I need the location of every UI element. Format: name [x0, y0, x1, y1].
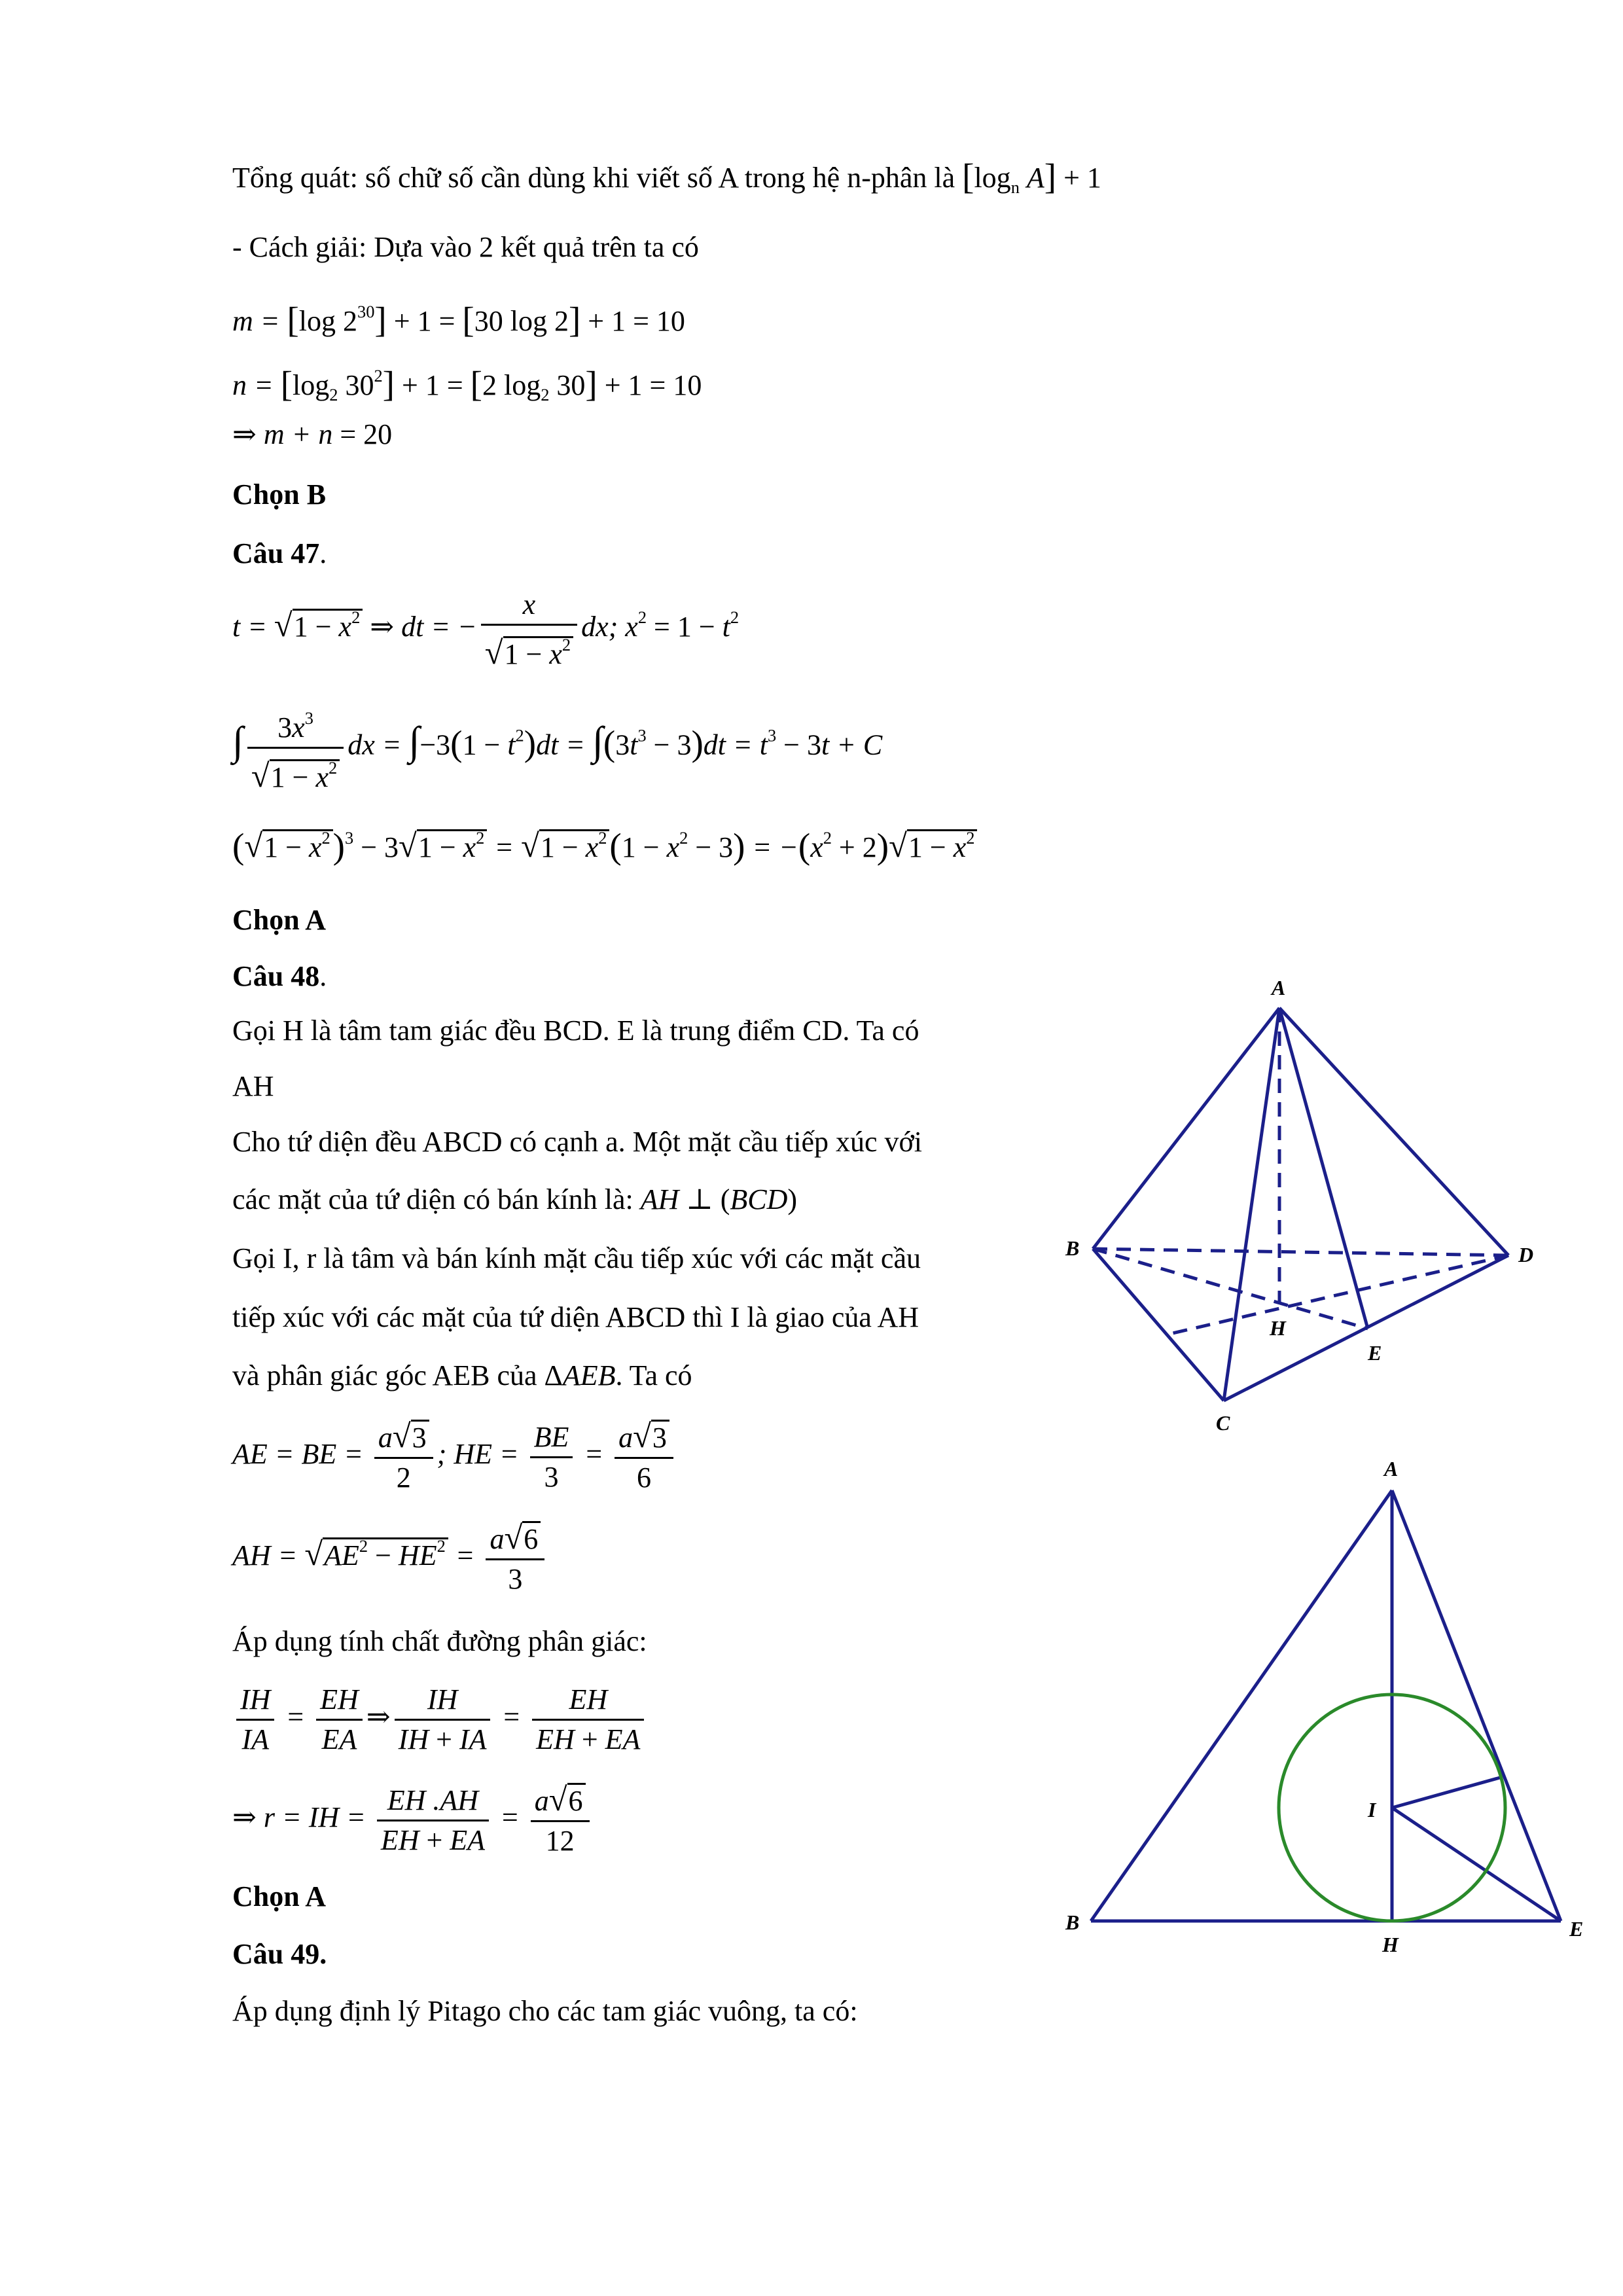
general-rule-line	[232, 157, 1101, 206]
answer-a-48: Chọn A	[232, 1880, 327, 1912]
formula-48-ae-he: AE = BE = $\frac{a√3}{2}$ ; HE = $\frac{BE}{3}$ = $\frac{a√3}{6}$	[232, 1417, 677, 1497]
q48-line-7-text: và phân giác góc AEB của	[232, 1359, 537, 1391]
formula-47-substitution: $t = √1 - x^2$ ⇒ dt = − $\frac{x}{√1 - x^2}$ dx; $x^2 = 1 - t^2$	[232, 586, 739, 673]
formula-48-radius: ⇒ r = IH = $\frac{EH .AH}{EH + EA}$ = $\frac{a√6}{12}$	[232, 1780, 594, 1860]
label-h: H	[1270, 1316, 1286, 1340]
question-48-heading: Câu 48.	[232, 960, 327, 992]
q48-line-7-end: . Ta có	[615, 1359, 692, 1391]
label-b: B	[1065, 1236, 1080, 1260]
label-h: H	[1382, 1933, 1399, 1956]
digit-count-formula: [$\log_n$ A] + 1	[962, 156, 1101, 198]
formula-m: m = [log $2^{30}] + 1 = [30$ log 2] + 1 = 10	[232, 299, 685, 340]
q48-line-8: Áp dụng tính chất đường phân giác:	[232, 1625, 647, 1657]
q48-line-6: tiếp xúc với các mặt của tứ diện ABCD thì I là giao của AH	[232, 1301, 919, 1333]
q48-line-7	[232, 1357, 692, 1394]
label-i: I	[1368, 1798, 1376, 1821]
method-line: - Cách giải: Dựa vào 2 kết quả trên ta có	[232, 231, 699, 263]
triangle-aeb-symbol: ΔAEB	[544, 1359, 616, 1391]
q48-line-2: AH	[232, 1070, 274, 1102]
general-rule-text: Tổng quát: số chữ số cần dùng khi viết số A trong hệ n-phân là	[232, 162, 955, 194]
label-a: A	[1384, 1457, 1399, 1480]
label-a: A	[1272, 976, 1286, 999]
label-e: E	[1368, 1341, 1382, 1365]
radius-to-ae	[1392, 1778, 1500, 1808]
formula-47-result: $(√1 - x^2)^3 - 3√1 - x^2 = √1 - x^2(1 - x^2 - 3) = -(x^2 + 2)√1 - x^2$	[232, 819, 977, 866]
question-47-label: Câu 47	[232, 537, 320, 569]
formula-n: $n = [\log_2$ $30^2] + 1 = [2$ $\log_2 30] + 1 = 10$	[232, 363, 702, 405]
triangle-incircle-figure	[1047, 1446, 1584, 1957]
question-47-heading: Câu 47.	[232, 537, 327, 569]
formula-47-integral: ∫ $\frac{3x^3}{√1 - x^2}$ dx = $\int-3(1 - t^2)dt = \int(3t^3 - 3)dt = t^3 - 3t + C$	[232, 699, 882, 797]
label-b: B	[1065, 1910, 1080, 1934]
answer-b: Chọn B	[232, 478, 327, 511]
formula-sum: ⇒ m + n = 20	[232, 418, 393, 450]
perpendicular-formula: AH ⊥ (BCD)	[640, 1183, 798, 1215]
q48-line-4	[232, 1181, 797, 1218]
tetrahedron-figure	[1047, 975, 1544, 1433]
label-d: D	[1518, 1243, 1534, 1266]
q49-line-1: Áp dụng định lý Pitago cho các tam giác vuông, ta có:	[232, 1995, 858, 2027]
q48-line-3: Cho tứ diện đều ABCD có cạnh a. Một mặt cầu tiếp xúc với	[232, 1126, 923, 1158]
side-ae	[1392, 1490, 1561, 1921]
formula-48-ah: AH = $√AE^2 - HE^2$ = $\frac{a√6}{3}$	[232, 1518, 548, 1598]
question-48-label: Câu 48	[232, 960, 320, 992]
q48-line-5: Gọi I, r là tâm và bán kính mặt cầu tiếp xúc với các mặt cầu	[232, 1242, 921, 1274]
edge-be-hidden	[1093, 1249, 1368, 1329]
edge-dh-hidden	[1167, 1255, 1508, 1335]
edge-bd-hidden	[1093, 1249, 1508, 1255]
bisector-ie	[1392, 1808, 1561, 1921]
q48-line-4-text: các mặt của tứ diện có bán kính là:	[232, 1183, 633, 1215]
q48-line-1: Gọi H là tâm tam giác đều BCD. E là trung điểm CD. Ta có	[232, 1014, 919, 1047]
question-49-label: Câu 49.	[232, 1938, 327, 1970]
answer-a-47: Chọn A	[232, 904, 327, 936]
label-c: C	[1216, 1411, 1230, 1433]
formula-48-bisector: $\frac{IH}{IA}$ = $\frac{EH}{EA}$ ⇒ $\frac{IH}{IH + IA}$ = $\frac{EH}{EH + EA}$	[232, 1681, 648, 1759]
label-e: E	[1569, 1917, 1584, 1941]
